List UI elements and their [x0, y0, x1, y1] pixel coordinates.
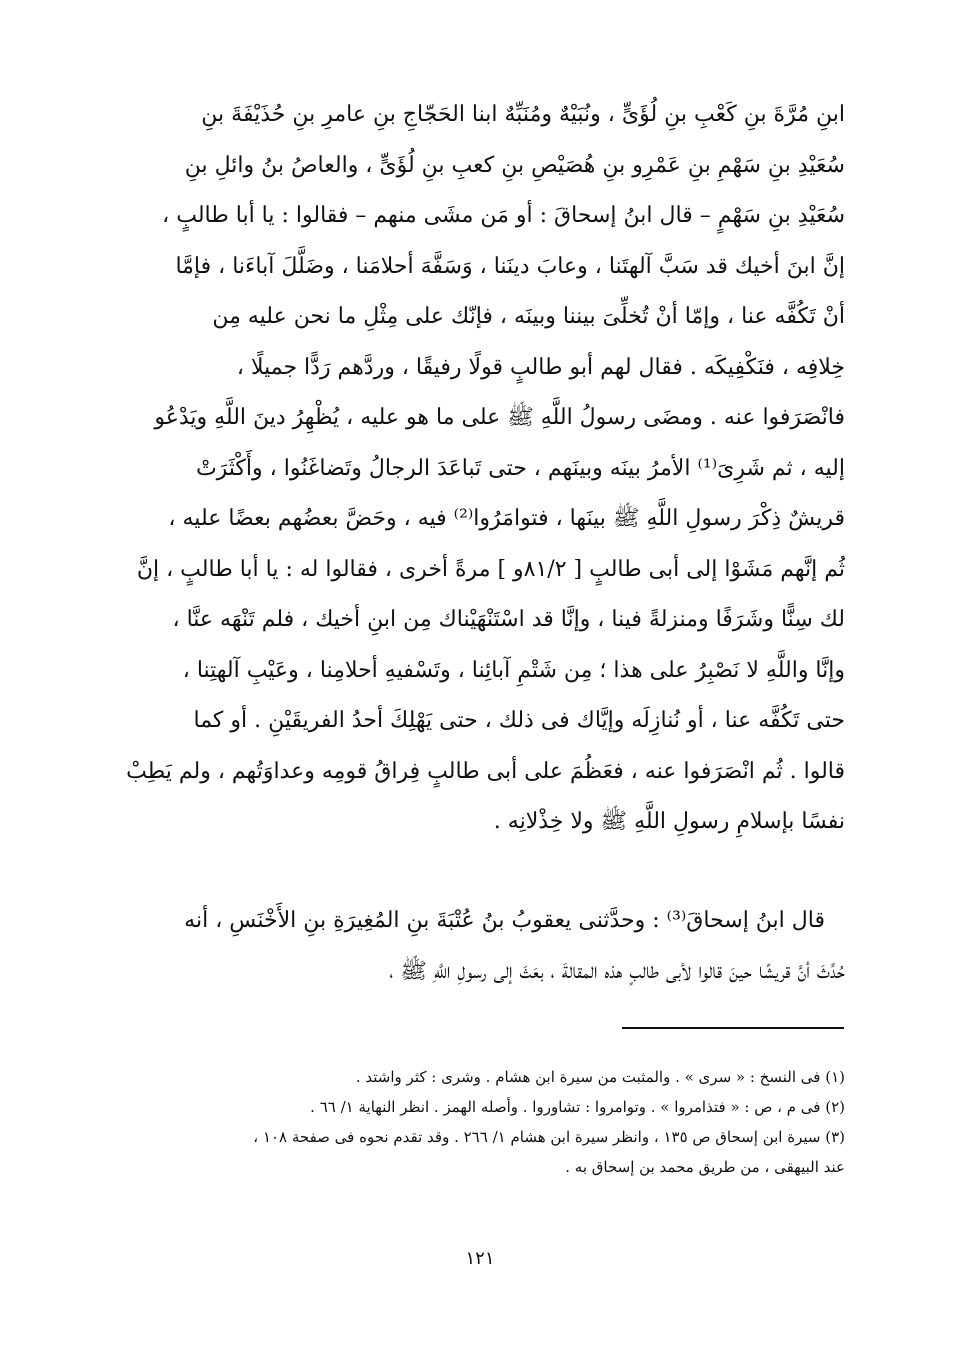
text-line: ثُم إنَّهم مَشَوْا إلى أبى طالبٍ [ ٨١/٢و ] مرةً أخرى ، فقالوا له : يا أبا طالبٍ ، إنَّ	[136, 556, 845, 582]
text-line: قريشٌ ذِكْرَ رسولِ اللَّهِ ﷺ بينَها ، فتوامَرُوا⁽²⁾ فيه ، وحَضَّ بعضُهم بعضًا عليه ،	[168, 506, 845, 531]
page-number: ١٢١	[465, 1248, 495, 1269]
text-line: قالوا . ثُم انْصَرَفوا عنه ، فعَظُمَ على أبى طالبٍ فِراقُ قومِه وعداوَتُهم ، ولم يَطِبْ	[126, 758, 845, 784]
footnote-3-continued: عند البيهقى ، من طريق محمد بن إسحاق به .	[565, 1158, 845, 1176]
footnote-1: (١) فى النسخ : « سرى » . والمثبت من سيرة ابن هشام . وشرى : كثر واشتد .	[355, 1068, 845, 1086]
footnote-separator	[622, 1027, 844, 1029]
text-line: خِلافِه ، فنَكْفِيكَه . فقال لهم أبو طالبٍ قولًا رفيقًا ، وردَّهم رَدًّا جميلًا ،	[236, 354, 845, 380]
second-paragraph	[110, 896, 845, 997]
text-line: ابنِ مُرَّةَ بنِ كَعْبِ بنِ لُؤَىٍّ ، ونُبَيْهٌ ومُنَبِّهٌ ابنا الحَجّاجِ بنِ عامرِ بنِ حُذَيْفَةَ بنِ	[201, 102, 845, 127]
text-line: حُدِّثَ أنَّ قريشًا حينَ قالوا لأبى طالبٍ هذه المقالةَ ، بعَثَ إلى رسولِ اللَّهِ ﷺ ،	[389, 958, 845, 984]
text-line: سُعَيْدِ بنِ سَهْمٍ – قال ابنُ إسحاقَ : أو مَن مشَى منهم – فقالوا : يا أبا طالبٍ ،	[162, 203, 845, 228]
text-line: إليه ، ثم شَرِىَ⁽¹⁾ الأمرُ بينَه وبينَهم ، حتى تَباعَدَ الرجالُ وتَضاغَنُوا ، وأَكْثَرَتْ	[195, 455, 845, 481]
text-line: أنْ تَكُفَّه عنا ، وإمّا أنْ تُخلِّىَ بيننا وبينَه ، فإنّك على مِثْلِ ما نحن عليه مِن	[212, 304, 845, 329]
text-line: حتى تَكُفَّه عنا ، أو نُنازِلَه وإيَّاك فى ذلك ، حتى يَهْلِكَ أحدُ الفريقَيْنِ . أو كما	[193, 708, 845, 733]
text-line: سُعَيْدِ بنِ سَهْمِ بنِ عَمْرِو بنِ هُصَيْصِ بنِ كعبِ بنِ لُؤَىٍّ ، والعاصُ بنُ وائلِ بنِ	[184, 152, 845, 178]
text-line: وإنَّا واللَّهِ لا نَصْبِرُ على هذا ؛ مِن شَتْمِ آبائِنا ، وتَسْفيهِ أحلامِنا ، وعَيْبِ آلهتِنا ،	[182, 657, 845, 683]
main-paragraph	[110, 90, 845, 848]
text-line: لك سِنًّا وشَرَفًا ومنزلةً فينا ، وإنَّا قد اسْتَنْهَيْناك مِن ابنِ أخيك ، فلم تَنْهَه عنَّا ،	[172, 607, 845, 632]
text-line: قال ابنُ إسحاقَ⁽³⁾ : وحدَّثنى يعقوبُ بنُ عُتْبَةَ بنِ المُغِيرَةِ بنِ الأَخْنَسِ ، أنه	[184, 908, 825, 933]
text-line: إنَّ ابنَ أخيك قد سَبَّ آلهتَنا ، وعابَ دينَنا ، وَسَفَّهَ أحلامَنا ، وضَلَّلَ آباءَنا ، فإمَّا	[175, 253, 845, 279]
footnote-2: (٢) فى م ، ص : « فتذامروا » . وتوامروا : تشاوروا . وأصله الهمز . انظر النهاية ١/ ٦٦ .	[310, 1098, 845, 1116]
footnote-3: (٣) سيرة ابن إسحاق ص ١٣٥ ، وانظر سيرة ابن هشام ١/ ٢٦٦ . وقد تقدم نحوه فى صفحة ١٠٨ ،	[253, 1128, 845, 1146]
footnotes	[110, 1062, 845, 1182]
text-line: نفسًا بإسلامِ رسولِ اللَّهِ ﷺ ولا خِذْلانِه .	[493, 809, 845, 834]
text-line: فانْصَرَفوا عنه . ومضَى رسولُ اللَّهِ ﷺ على ما هو عليه ، يُظْهِرُ دينَ اللَّهِ ويَدْعُو	[154, 405, 845, 430]
